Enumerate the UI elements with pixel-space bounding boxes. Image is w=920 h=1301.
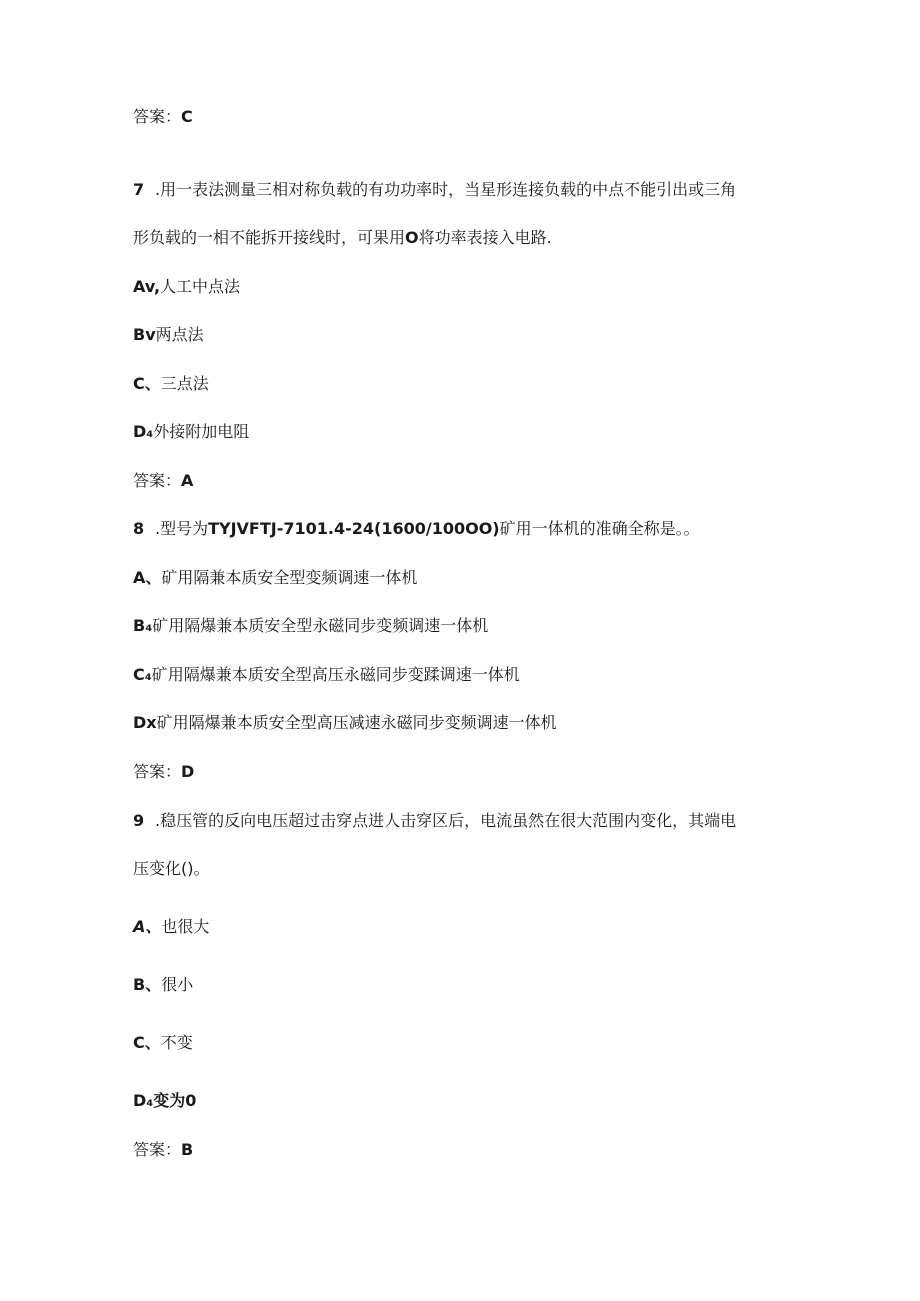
option-key: Bv [133,325,156,344]
option-key: D₄ [133,1091,154,1110]
option-text: 也很大 [161,917,210,936]
q9-option-d [133,1090,196,1112]
answer-label: 答案： [133,107,182,126]
stem-text: .型号为 [155,519,209,538]
question-number: 9 [133,811,145,830]
answer-label: 答案： [133,471,182,490]
answer-label: 答案： [133,1140,182,1159]
option-key: D₄ [133,422,154,441]
question-number: 8 [133,519,145,538]
stem-text-end: 矿用一体机的准确全称是。。 [499,519,700,538]
answer-value: C [181,107,193,126]
option-key: A、 [133,917,162,936]
q7-option-b [133,324,204,346]
option-text: 矿用隔爆兼本质安全型永磁同步变频调速一体机 [152,616,489,635]
option-text: 外接附加电阻 [153,422,250,441]
option-text: 矿用隔爆兼本质安全型高压永磁同步变蹂调速一体机 [151,665,520,684]
option-text: 人工中点法 [160,277,241,296]
q9-option-c [133,1032,193,1054]
question-stem: .用一表法测量三相对称负载的有功功率时，当星形连接负载的中点不能引出或三角 [155,180,737,199]
q9-answer [133,1139,193,1161]
q7-stem-line2 [133,227,552,249]
answer-value: A [181,471,194,490]
option-text: 两点法 [155,325,204,344]
option-text: 矿用隔兼本质安全型变频调速一体机 [161,568,418,587]
option-key: C、 [133,374,161,393]
answer-label: 答案： [133,762,182,781]
q7-option-a [133,276,240,298]
option-text: 三点法 [160,374,209,393]
option-text: 矿用隔爆兼本质安全型高压减速永磁同步变频调速一体机 [156,713,557,732]
q9-option-b [133,974,193,996]
option-text: 不变 [160,1033,193,1052]
q9-stem-line2 [133,858,210,880]
q8-option-d [133,712,557,734]
option-key: C₄ [133,665,152,684]
q8-stem [133,518,700,540]
stem-blank: O [405,228,419,247]
answer-value: D [181,762,195,781]
option-key: Dx [133,713,157,732]
option-key: B₄ [133,616,153,635]
q8-option-b [133,615,488,637]
question-number: 7 [133,180,145,199]
option-key: Av, [133,277,161,296]
q8-option-c [133,664,520,686]
option-text: 很小 [161,975,194,994]
option-key: C、 [133,1033,161,1052]
option-key: A、 [133,568,162,587]
q8-answer [133,761,194,783]
option-text: 变为0 [153,1091,197,1110]
q9-stem-line1 [133,810,736,832]
stem-text-end: 将功率表接入电路. [418,228,552,247]
q8-option-a [133,567,417,589]
model-number: TYJVFTJ-7101.4-24(1600/100OO) [208,519,500,538]
answer-value: B [181,1140,194,1159]
question-stem-cont: 压变化()。 [133,859,210,878]
option-key: B、 [133,975,162,994]
q7-option-d [133,421,249,443]
q9-option-a [133,916,209,938]
question-stem: .稳压管的反向电压超过击穿点进人击穿区后，电流虽然在很大范围内变化，其端电 [155,811,737,830]
q7-stem-line1 [133,179,736,201]
q7-option-c [133,373,209,395]
prev-answer [133,106,193,128]
q7-answer [133,470,193,492]
stem-text: 形负载的一相不能拆开接线时，可果用 [133,228,406,247]
